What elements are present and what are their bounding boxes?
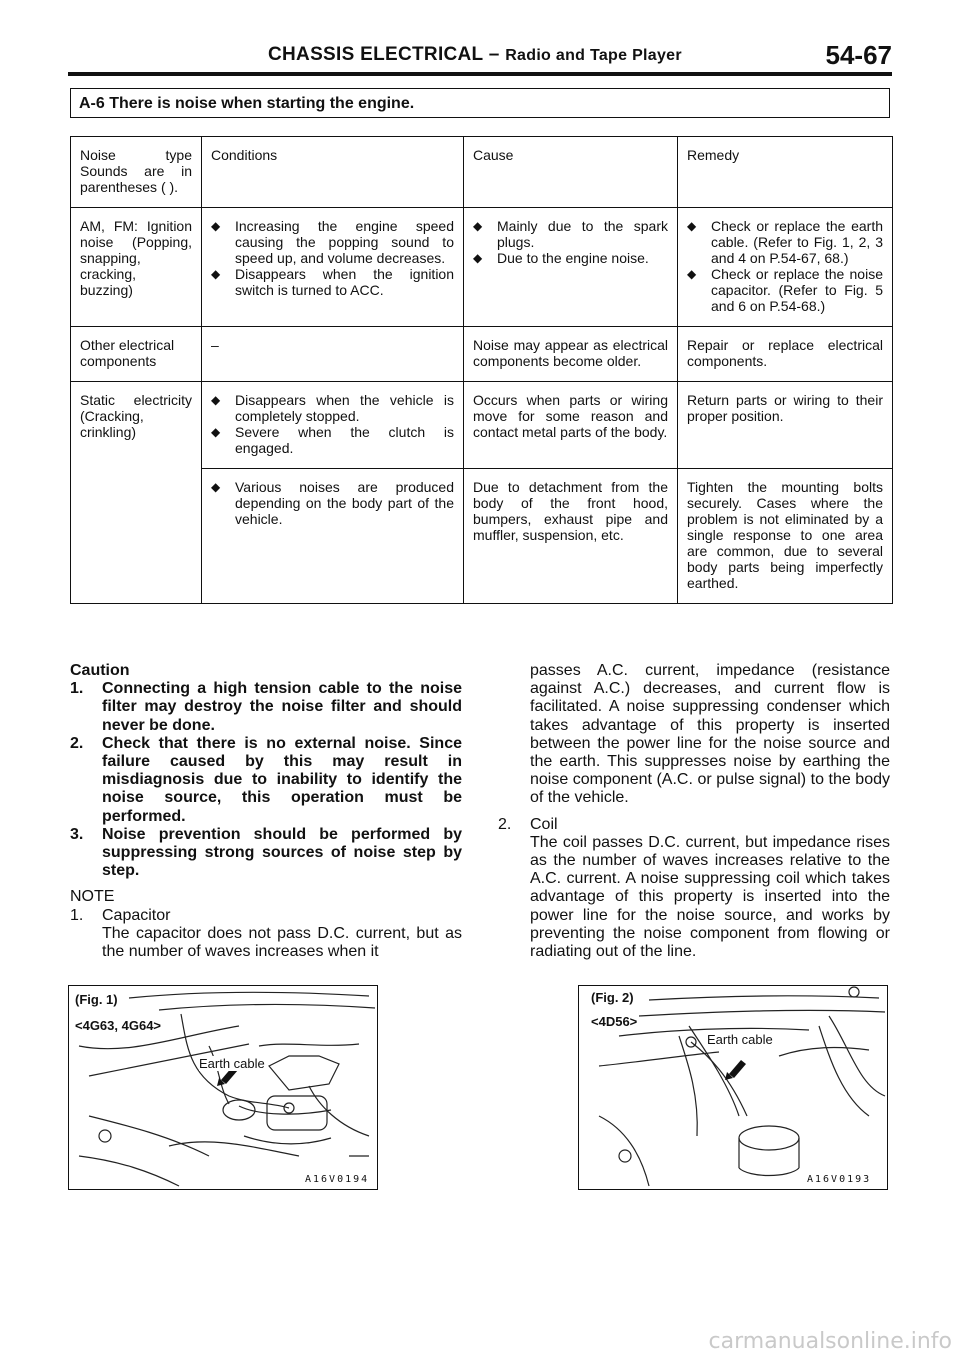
noise-type-cell: Static electricity (Cracking, crinkling) xyxy=(71,382,202,604)
cause-cell: Occurs when parts or wiring move for some reason and contact metal parts of the body. xyxy=(464,382,678,469)
noise-type-cell: Other electrical components xyxy=(71,327,202,382)
engine-bay-illustration xyxy=(69,986,376,1188)
cause-cell: Noise may appear as electrical components become older. xyxy=(464,327,678,382)
note-item-capacitor: 1. Capacitor xyxy=(70,906,171,924)
watermark: carmanualsonline.info xyxy=(708,1329,952,1354)
engine-label: <4G63, 4G64> xyxy=(75,1018,162,1033)
conditions-cell: – xyxy=(202,327,464,382)
remedy-cell: Return parts or wiring to their proper position. xyxy=(678,382,893,469)
table-row xyxy=(71,382,893,469)
section-subtitle: Radio and Tape Player xyxy=(505,47,682,64)
figure-2 xyxy=(578,985,888,1190)
column-header-noise-type: Noise type Sounds are in parentheses ( ). xyxy=(71,137,202,208)
table-row xyxy=(71,208,893,327)
table-row xyxy=(71,327,893,382)
note-item-coil: 2. Coil xyxy=(498,815,558,833)
conditions-cell xyxy=(202,469,464,604)
noise-type-cell: AM, FM: Ignition noise (Popping, snapping, cracking, buzzing) xyxy=(71,208,202,327)
remedy-cell: Repair or replace electrical components. xyxy=(678,327,893,382)
page-header xyxy=(68,40,892,68)
conditions-cell xyxy=(202,382,464,469)
figure-label: (Fig. 2) xyxy=(591,990,634,1005)
figure-label: (Fig. 1) xyxy=(75,992,118,1007)
list-item: ◆ Check or replace the noise capacitor. (Refer to Fig. 5 and 6 on P.54-68.) xyxy=(687,266,883,314)
conditions-cell xyxy=(202,208,464,327)
figure-1 xyxy=(68,985,378,1190)
earth-cable-callout: Earth cable xyxy=(199,1056,265,1071)
list-item: ◆ Due to the engine noise. xyxy=(473,250,668,266)
list-item: ◆ Check or replace the earth cable. (Refer to Fig. 1, 2, 3 and 4 on P.54-67, 68.) xyxy=(687,218,883,266)
list-item: ◆ Mainly due to the spark plugs. xyxy=(473,218,668,250)
troubleshooting-table xyxy=(70,136,893,604)
chapter-title: CHASSIS ELECTRICAL – Radio and Tape Player xyxy=(268,44,682,65)
table-header-row xyxy=(71,137,893,208)
capacitor-text-continued: passes A.C. current, impedance (resistance against A.C.) decreases, and current flow is facilitated. A noise suppressing condenser which takes advantage of this property is inserted between the power line for the noise source and the earth. This suppresses noise by earthing the noise component (A.C. or pulse signal) to the body of the vehicle. xyxy=(530,662,890,807)
list-item: ◆ Disappears when the vehicle is completely stopped. xyxy=(211,392,454,424)
left-text-column xyxy=(70,662,462,961)
figure-code: A16V0194 xyxy=(305,1174,370,1185)
earth-cable-callout: Earth cable xyxy=(707,1032,773,1047)
figure-code: A16V0193 xyxy=(807,1174,872,1185)
page-number: 54-67 xyxy=(825,40,892,70)
remedy-cell xyxy=(678,208,893,327)
caution-title: Caution xyxy=(70,662,130,679)
column-header-conditions: Conditions xyxy=(202,137,464,208)
cause-cell: Due to detachment from the body of the front hood, bumpers, exhaust pipe and muffler, suspension, etc. xyxy=(464,469,678,604)
header-rule xyxy=(68,72,892,76)
column-header-remedy: Remedy xyxy=(678,137,893,208)
caution-item: 2. Check that there is no external noise. Since failure caused by this may result in misdiagnosis due to inability to identify the noise source, this operation must be performed. xyxy=(70,734,462,825)
section-title: A-6 There is noise when starting the engine. xyxy=(70,88,890,118)
list-item: ◆ Various noises are produced depending on the body part of the vehicle. xyxy=(211,479,454,527)
coil-text: The coil passes D.C. current, but impedance rises as the number of waves increases relative to the A.C. current. A noise suppressing coil which takes advantage of this property is inserted into the power line for the noise source, and works by preventing the noise component from flowing or radiating out of the line. xyxy=(530,833,890,961)
list-item: ◆ Increasing the engine speed causing the popping sound to speed up, and volume decreases. xyxy=(211,218,454,266)
note-title: NOTE xyxy=(70,888,115,906)
capacitor-text: The capacitor does not pass D.C. current, but as the number of waves increases when it xyxy=(102,924,462,961)
cause-cell xyxy=(464,208,678,327)
remedy-cell: Tighten the mounting bolts securely. Cases where the problem is not eliminated by a single response to one area are common, due to several body parts being imperfectly earthed. xyxy=(678,469,893,604)
column-header-cause: Cause xyxy=(464,137,678,208)
caution-item: 1. Connecting a high tension cable to the noise filter may destroy the noise filter and should never be done. xyxy=(70,680,462,734)
right-text-column xyxy=(498,662,890,961)
engine-label: <4D56> xyxy=(591,1014,638,1029)
caution-item: 3. Noise prevention should be performed by suppressing strong sources of noise step by step. xyxy=(70,825,462,880)
list-item: ◆ Disappears when the ignition switch is turned to ACC. xyxy=(211,266,454,298)
list-item: ◆ Severe when the clutch is engaged. xyxy=(211,424,454,456)
